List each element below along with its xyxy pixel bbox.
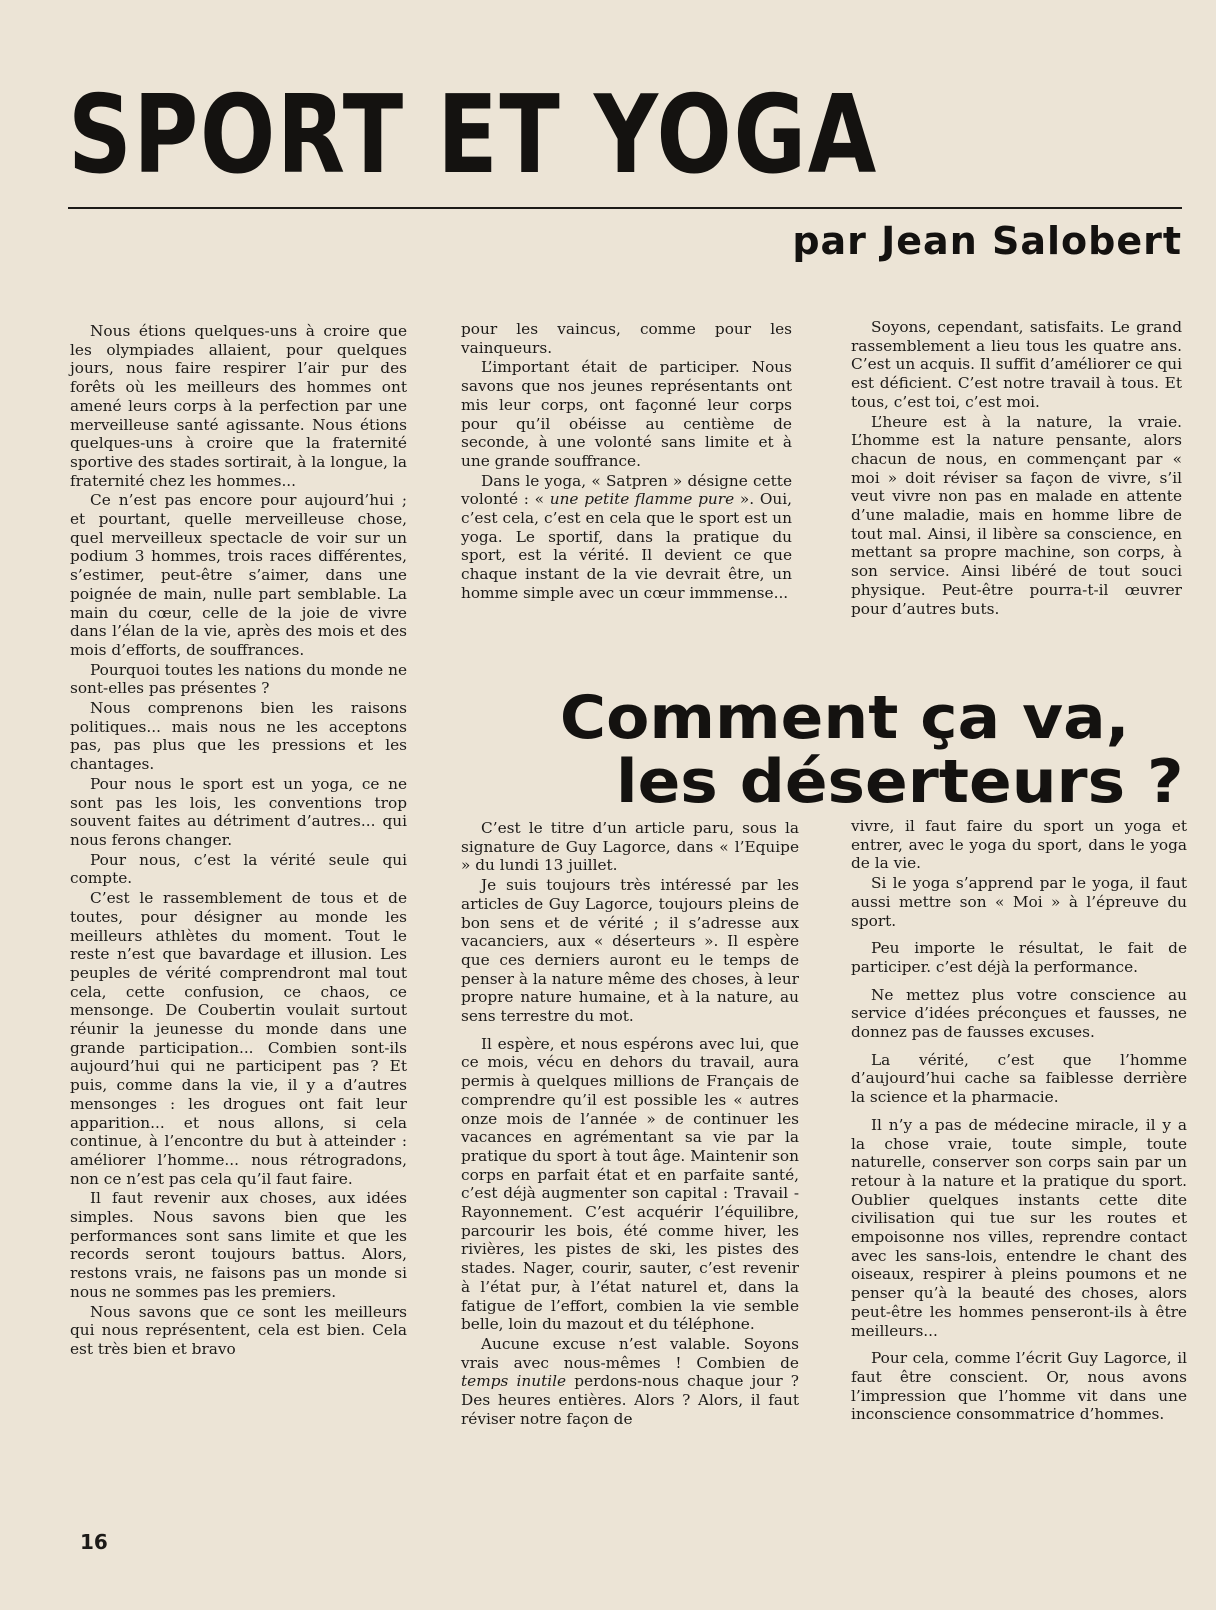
paragraph: Ne mettez plus votre conscience au service d’idées préconçues et fausses, ne donnez pas de fausses excuses.: [851, 985, 1187, 1042]
paragraph: C’est le rassemblement de tous et de toutes, pour désigner au monde les meilleurs athlètes du moment. Tout le reste n’est que bavardage et illusion. Les peuples de vérité comprendront mal tout cela, cette confusion, ce chaos, ce mensonge. De Coubertin voulait surtout réunir la jeunesse du monde dans une grande participation... Combien sont-ils aujourd’hui qui ne participent pas ? Et puis, comme dans la vie, il y a d’autres mensonges : les drogues ont fait leur apparition... et nous allons, si cela continue, à l’encontre du but à atteinder : améliorer l’homme... nous rétrogradons, non ce n’est pas cela qu’il faut faire.: [70, 889, 407, 1188]
section-title-line-2: les déserteurs ?: [616, 747, 1184, 817]
paragraph: Ce n’est pas encore pour aujourd’hui ; et pourtant, quelle merveilleuse chose, quel merveilleux spectacle de voir sur un podium 3 hommes, trois races différentes, s’estimer, peut-être s’aimer, dans une poignée de main, nulle part semblable. La main du cœur, celle de la joie de vivre dans l’élan de la vie, après des mois et des mois d’efforts, de souffrances.: [70, 491, 407, 659]
paragraph: La vérité, c’est que l’homme d’aujourd’hui cache sa faiblesse derrière la science et la pharmacie.: [851, 1050, 1187, 1107]
italic-quote: une petite flamme pure: [549, 490, 735, 509]
article-title: SPORT ET YOGA: [68, 73, 878, 198]
paragraph: Je suis toujours très intéressé par les articles de Guy Lagorce, toujours pleins de bon sens et de vérité ; il s’adresse aux vacanciers, aux « déserteurs ». Il espère que ces derniers auront eu le temps de penser à la nature même des choses, à leur propre nature humaine, et à la nature, au sens terrestre du mot.: [461, 876, 799, 1026]
title-divider: [68, 207, 1182, 209]
paragraph: vivre, il faut faire du sport un yoga et entrer, avec le yoga du sport, dans le yoga de la vie.: [851, 817, 1187, 873]
text-run: Dans le yoga, « Satpren » désigne cette volonté : «: [461, 471, 792, 509]
paragraph: [461, 1335, 799, 1429]
paragraph: [461, 472, 792, 603]
text-run: Aucune excuse n’est valable. Soyons vrais avec nous-mêmes ! Combien de: [461, 1334, 799, 1372]
article-column-1: [70, 322, 407, 1359]
paragraph: Pour nous, c’est la vérité seule qui compte.: [70, 850, 407, 888]
paragraph: Nous savons que ce sont les meilleurs qui nous représentent, cela est bien. Cela est très bien et bravo: [70, 1302, 407, 1358]
paragraph: Peu importe le résultat, le fait de participer. c’est déjà la performance.: [851, 939, 1187, 976]
section-title-line-1: Comment ça va,: [560, 683, 1130, 753]
paragraph: Il espère, et nous espérons avec lui, que ce mois, vécu en dehors du travail, aura permis à quelques millions de Français de comprendre qu’il est possible les « autres onze mois de l’année » de continuer les vacances en agrémentant sa vie par la pratique du sport à tout âge. Maintenir son corps en parfait état et en parfaite santé, c’est déjà augmenter son capital : Travail - Rayonnement. C’est acquérir l’équilibre, parcourir les bois, été comme hiver, les rivières, les pistes de ski, les pistes des stades. Nager, courir, sauter, c’est revenir à l’état pur, à l’état naturel et, dans la fatigue de l’effort, combien la vie semble belle, loin du mazout et du téléphone.: [461, 1034, 799, 1334]
paragraph: L’heure est à la nature, la vraie. L’homme est la nature pensante, alors chacun de nous, en commençant par « moi » doit réviser sa façon de vivre, s’il veut vivre non pas en malade en attente d’une maladie, mais en homme libre de tout mal. Ainsi, il libère sa conscience, en mettant sa propre machine, son corps, à son service. Ainsi libéré de tout souci physique. Peut-être pourra-t-il œuvrer pour d’autres buts.: [851, 412, 1182, 618]
article-column-4: [461, 819, 799, 1429]
paragraph: pour les vaincus, comme pour les vainqueurs.: [461, 320, 792, 357]
text-run: ». Oui, c’est cela, c’est en cela que le sport est un yoga. Le sportif, dans la pratique du sport, est la vérité. Il devient ce que chaque instant de la vie devrait être, un homme simple avec un cœur immmense...: [461, 490, 792, 602]
paragraph: Il faut revenir aux choses, aux idées simples. Nous savons bien que les performances sont sans limite et que les records seront toujours battus. Alors, restons vrais, ne faisons pas un monde si nous ne sommes pas les premiers.: [70, 1189, 407, 1301]
paragraph: Pourquoi toutes les nations du monde ne sont-elles pas présentes ?: [70, 660, 407, 698]
paragraph: Nous comprenons bien les raisons politiques... mais nous ne les acceptons pas, pas plus que les pressions et les chantages.: [70, 699, 407, 774]
article-column-3: [851, 318, 1182, 618]
article-column-5: [851, 817, 1187, 1424]
page-number: 16: [80, 1530, 108, 1554]
article-column-2: [461, 320, 792, 603]
paragraph: Si le yoga s’apprend par le yoga, il faut aussi mettre son « Moi » à l’épreuve du sport.: [851, 874, 1187, 930]
paragraph: C’est le titre d’un article paru, sous la signature de Guy Lagorce, dans « l’Equipe » du lundi 13 juillet.: [461, 819, 799, 875]
paragraph: Pour nous le sport est un yoga, ce ne sont pas les lois, les conventions trop souvent faites au détriment d’autres... qui nous ferons changer.: [70, 774, 407, 849]
paragraph: Nous étions quelques-uns à croire que les olympiades allaient, pour quelques jours, nous faire respirer l’air pur des forêts où les meilleurs des hommes ont amené leurs corps à la perfection par une merveilleuse santé agissante. Nous étions quelques-uns à croire que la fraternité sportive des stades sortirait, à la longue, la fraternité chez les hommes...: [70, 322, 407, 490]
paragraph: Il n’y a pas de médecine miracle, il y a la chose vraie, toute simple, toute naturelle, conserver son corps sain par un retour à la nature et la pratique du sport. Oublier quelques instants cette dite civilisation qui tue sur les routes et empoisonne nos villes, reprendre contact avec les sans-lois, entendre le chant des oiseaux, respirer à pleins poumons et ne penser qu’à la beauté des choses, alors peut-être les hommes penseront-ils à être meilleurs...: [851, 1115, 1187, 1340]
text-run: perdons-nous chaque jour ? Des heures entières. Alors ? Alors, il faut réviser notre façon de: [461, 1372, 799, 1428]
paragraph: Pour cela, comme l’écrit Guy Lagorce, il faut être conscient. Or, nous avons l’impression que l’homme vit dans une inconscience consommatrice d’hommes.: [851, 1349, 1187, 1424]
paragraph: Soyons, cependant, satisfaits. Le grand rassemblement a lieu tous les quatre ans. C’est un acquis. Il suffit d’améliorer ce qui est déficient. C’est notre travail à tous. Et tous, c’est toi, c’est moi.: [851, 318, 1182, 411]
article-byline: par Jean Salobert: [792, 219, 1182, 263]
italic-phrase: temps inutile: [461, 1372, 567, 1391]
paragraph: L’important était de participer. Nous savons que nos jeunes représentants ont mis leur corps, ont façonné leur corps pour qu’il obéisse au centième de seconde, à une volonté sans limite et à une grande souffrance.: [461, 358, 792, 470]
